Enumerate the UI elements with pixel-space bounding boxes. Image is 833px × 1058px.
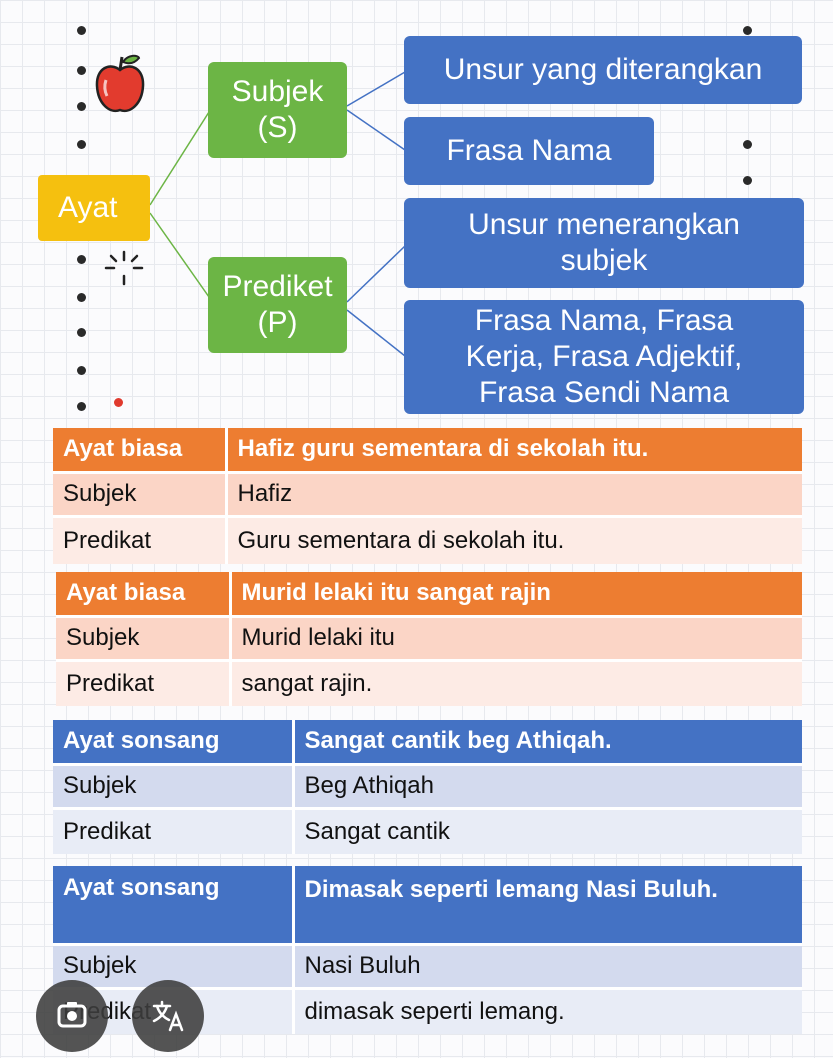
- translate-icon: [150, 998, 186, 1034]
- table-cell: Nasi Buluh: [293, 944, 802, 988]
- table-row: [53, 472, 802, 516]
- prediket-item-line: Frasa Sendi Nama: [478, 376, 730, 409]
- prediket-label: Prediket: [222, 270, 333, 303]
- table-cell: dimasak seperti lemang.: [293, 988, 802, 1034]
- lens-button[interactable]: [36, 980, 108, 1052]
- table-header-row: [53, 720, 802, 764]
- table-row: [53, 764, 802, 808]
- table-header-row: [53, 428, 802, 472]
- table-header-cell: Dimasak seperti lemang Nasi Buluh.: [293, 866, 802, 944]
- table-cell: Predikat: [56, 660, 230, 706]
- table-header-cell: Ayat biasa: [56, 572, 230, 616]
- table-header-cell: Ayat sonsang: [53, 720, 293, 764]
- example-table-3: [53, 720, 802, 854]
- subjek-item-1: [404, 36, 802, 104]
- root-label: Ayat: [58, 191, 118, 224]
- prediket-abbr: (P): [257, 306, 298, 339]
- subjek-abbr: (S): [257, 111, 298, 144]
- prediket-item-2: [404, 300, 804, 414]
- table-cell: sangat rajin.: [230, 660, 802, 706]
- root-node: [38, 175, 150, 241]
- table-cell: Predikat: [53, 808, 293, 854]
- table-row: [53, 808, 802, 854]
- table-cell: Sangat cantik: [293, 808, 802, 854]
- table-cell: Guru sementara di sekolah itu.: [226, 516, 802, 564]
- table-row: [56, 660, 802, 706]
- table-cell: Subjek: [53, 764, 293, 808]
- prediket-item-1: [404, 198, 804, 288]
- translate-button[interactable]: [132, 980, 204, 1052]
- table-header-cell: Hafiz guru sementara di sekolah itu.: [226, 428, 802, 472]
- table-header-cell: Murid lelaki itu sangat rajin: [230, 572, 802, 616]
- table-header-cell: Ayat biasa: [53, 428, 226, 472]
- table-row: [53, 516, 802, 564]
- subjek-node: [208, 62, 347, 158]
- prediket-item-line: Unsur menerangkan: [468, 208, 740, 241]
- prediket-node: [208, 257, 347, 353]
- table-cell: Murid lelaki itu: [230, 616, 802, 660]
- prediket-item-line: Kerja, Frasa Adjektif,: [465, 340, 743, 373]
- subjek-label: Subjek: [231, 75, 324, 108]
- table-cell: Subjek: [53, 472, 226, 516]
- table-cell: Beg Athiqah: [293, 764, 802, 808]
- subjek-item-text: Frasa Nama: [446, 134, 612, 167]
- table-cell: Subjek: [56, 616, 230, 660]
- table-row: [56, 616, 802, 660]
- example-table-2: [56, 572, 802, 706]
- table-header-row: [56, 572, 802, 616]
- table-header-cell: Sangat cantik beg Athiqah.: [293, 720, 802, 764]
- subjek-item-2: [404, 117, 654, 185]
- prediket-item-line: subjek: [560, 244, 648, 277]
- table-cell: Hafiz: [226, 472, 802, 516]
- table-header-row: [53, 866, 802, 944]
- subjek-item-text: Unsur yang diterangkan: [443, 53, 763, 86]
- prediket-item-line: Frasa Nama, Frasa: [474, 304, 734, 337]
- example-table-1: [53, 428, 802, 564]
- table-cell: Subjek: [53, 944, 293, 988]
- table-header-cell: Ayat sonsang: [53, 866, 293, 944]
- lens-icon: [55, 999, 89, 1033]
- table-cell: Predikat: [53, 516, 226, 564]
